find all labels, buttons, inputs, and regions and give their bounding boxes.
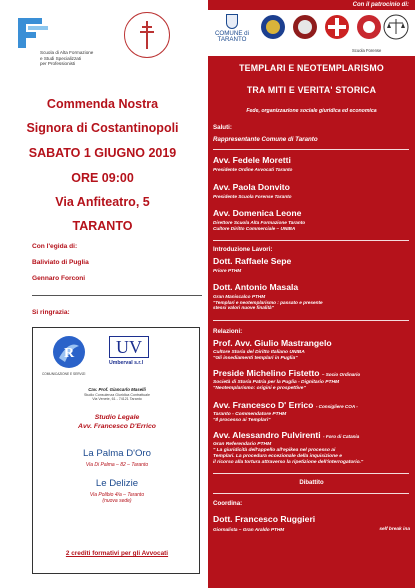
event-date: SABATO 1 GIUGNO 2019 <box>28 146 177 160</box>
venue-line-1: Commenda Nostra <box>46 97 159 111</box>
egida-label: Con l'egida di: <box>32 243 78 250</box>
speaker-role: Direttore Scuola Alta Formazione Taranto Cultore Diritto Commerciale – UNIBA <box>213 220 306 231</box>
divider <box>213 240 409 241</box>
rappresentante-comune: Rappresentante Comune di Taranto <box>213 136 318 143</box>
talk-details: Gran Referendario PTHM " La giuridicità dell'appello all'epikea nel processo ai Templari. La procedura eccezionale della inquisizione e il ricorso alla tortura attraverso la ripetizione dell'interrogatorio." <box>213 442 364 466</box>
maselli-studio: Cav. Prof. Giancarlo Maselli Studio Consulenza Giuridica Contrattuale Via Venete, 61 - 74121 Taranto <box>84 387 150 402</box>
palma-doro-name: La Palma D'Oro <box>83 448 151 459</box>
right-column <box>208 0 415 588</box>
school-logo <box>18 18 108 68</box>
talk-details: Cultore Storia del Diritto Italiano UNIBA "Gli insediamenti templari in Puglia" <box>213 350 305 362</box>
school-logo-icon <box>18 18 48 48</box>
delizie-name: Le Delizie <box>95 478 139 489</box>
relazioni-heading: Relazioni: <box>213 328 243 335</box>
umberval-name: Umberval s.r.l <box>109 360 144 366</box>
crediti-formativi: 2 crediti formativi per gli Avvocati <box>65 550 169 557</box>
divider <box>213 320 409 321</box>
svg-text:R: R <box>63 346 75 361</box>
sponsors-box <box>32 327 200 574</box>
conference-title: TEMPLARI E NEOTEMPLARISMO <box>239 63 384 73</box>
divider <box>213 493 409 494</box>
scales-of-justice-icon <box>383 14 409 40</box>
event-time: ORE 09:00 <box>71 171 134 185</box>
patron-logos <box>208 10 415 56</box>
conference-subtitle: Fede, organizzazione sociale giuridica ed economica <box>246 108 377 114</box>
patrocinio-label: Con il patrocinio di: <box>352 2 409 8</box>
event-address: Via Anfiteatro, 5 <box>55 195 150 209</box>
speaker-name: Dott. Raffaele Sepe <box>213 256 292 266</box>
speaker-name: Prof. Avv. Giulio Mastrangelo <box>213 338 332 348</box>
speaker-name: Preside Michelino Fistetto – Socio Ordinario <box>213 368 361 378</box>
coffee-note: self break ina <box>379 527 410 532</box>
taranto-shield-icon <box>226 14 238 29</box>
dibattito-heading: Dibattito <box>299 480 324 486</box>
coordinator-role: Giornalista – Gran Araldo PTHM <box>213 527 285 532</box>
divider <box>213 473 409 474</box>
speaker-role: Gran Maniscalco PTHM "Templari e neotemplarismo : passato e presente stessi valori nuove finalità" <box>213 294 323 311</box>
pthm-logo-icon <box>324 14 350 40</box>
saluti-heading: Saluti: <box>213 124 232 131</box>
umberval-logo: UV <box>109 336 149 358</box>
speaker-name: Avv. Domenica Leone <box>213 208 302 218</box>
speaker-name: Avv. Fedele Moretti <box>213 155 291 165</box>
speaker-name: Avv. Paola Donvito <box>213 182 290 192</box>
talk-details: Taranto - Commendatore PTHM "Il processo ai Templari" <box>213 412 287 424</box>
talk-details: Società di Storia Patria per la Puglia - Dignitario PTHM "Neotemplarismo: origini e prospettive" <box>213 380 340 392</box>
scuola-forense-logo: Scuola Forense <box>356 14 382 45</box>
speaker-name: Avv. Francesco D' Errico - Consigliere COA - <box>213 400 358 410</box>
errico-studio: Studio Legale Avv. Francesco D'Errico <box>78 414 156 430</box>
commenda-seal-icon <box>124 12 170 58</box>
scuola-forense-icon <box>356 14 382 40</box>
delizie-address: Via Polibio 4/a – Taranto (nuova sede) <box>89 492 145 504</box>
order-emblem-logo-icon <box>292 14 318 40</box>
conference-title-2: TRA MITI E VERITA' STORICA <box>246 85 377 95</box>
speaker-name: Avv. Alessandro Pulvirenti - Foro di Catania <box>213 430 360 440</box>
comunicazione-logo-icon <box>51 334 87 370</box>
coordina-heading: Coordina: <box>213 500 243 507</box>
palma-doro-address: Via Di Palma – 82 – Taranto <box>85 462 149 468</box>
divider <box>32 295 202 296</box>
speaker-role: Priore PTHM <box>213 268 242 273</box>
venue-line-2: Signora di Costantinopoli <box>26 121 179 135</box>
egida-item: Gennaro Forconi <box>32 275 86 282</box>
egida-item: Baliviato di Puglia <box>32 259 89 266</box>
comune-taranto-logo: COMUNE di TARANTO <box>210 14 254 44</box>
event-city: TARANTO <box>72 219 133 233</box>
coordinator-name: Dott. Francesco Ruggieri <box>213 514 316 524</box>
divider <box>213 149 409 150</box>
speaker-role: Presidente Ordine Avvocati Taranto <box>213 167 293 172</box>
comunicazione-logo-text: COMUNICAZIONE E SERVIZI <box>42 372 86 376</box>
speaker-name: Dott. Antonio Masala <box>213 282 299 292</box>
left-column <box>0 0 205 588</box>
ordine-avvocati-logo-icon <box>260 14 286 40</box>
thanks-label: Si ringrazia: <box>32 309 70 316</box>
school-logo-text: Scuola di Alta Formazione e Studi Specializzati per Professionisti <box>40 50 94 67</box>
speaker-role: Presidente Scuola Forense Taranto <box>213 194 292 199</box>
templar-cross-icon <box>140 21 154 49</box>
introduzione-heading: Introduzione Lavori: <box>213 246 273 253</box>
